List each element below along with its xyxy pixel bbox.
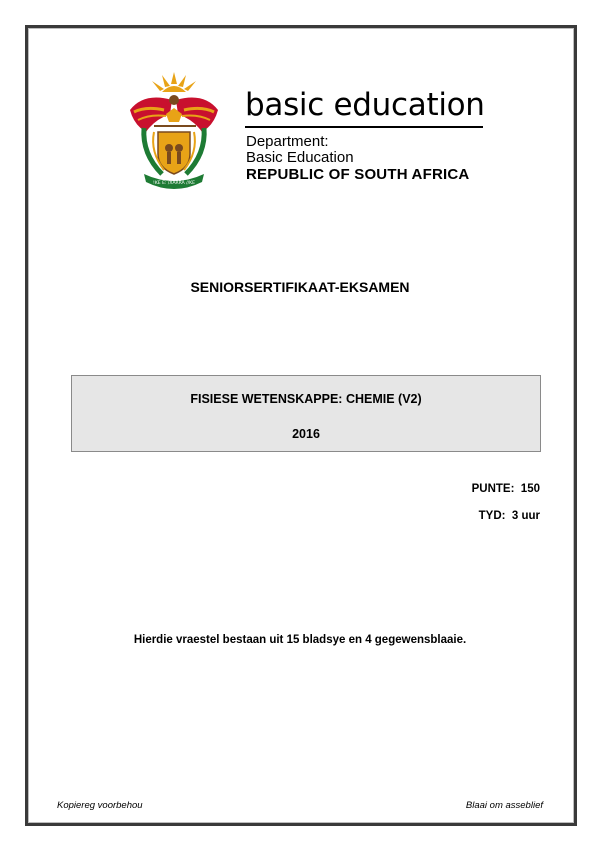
subject-box: [71, 375, 541, 452]
brand-underline: [245, 126, 483, 128]
exam-title: SENIORSERTIFIKAAT-EKSAMEN: [190, 279, 410, 295]
exam-year: 2016: [292, 427, 320, 441]
svg-text:!KE E: /XARRA //KE: !KE E: /XARRA //KE: [153, 181, 195, 186]
department-name: Basic Education: [246, 149, 354, 166]
subject-title: FISIESE WETENSKAPPE: CHEMIE (V2): [190, 392, 422, 406]
department-label: Department:: [246, 133, 329, 150]
brand-title: basic education: [245, 87, 485, 123]
country-name: REPUBLIC OF SOUTH AFRICA: [246, 166, 470, 183]
coat-of-arms-icon: [124, 70, 224, 192]
copyright-footer: Kopiereg voorbehou: [57, 800, 143, 811]
marks-label: PUNTE: 150: [471, 483, 540, 495]
time-label: TYD: 3 uur: [478, 510, 540, 522]
page-count-note: Hierdie vraestel bestaan uit 15 bladsye en 4 gegewensblaaie.: [133, 634, 467, 646]
turn-page-footer: Blaai om asseblief: [465, 800, 543, 811]
